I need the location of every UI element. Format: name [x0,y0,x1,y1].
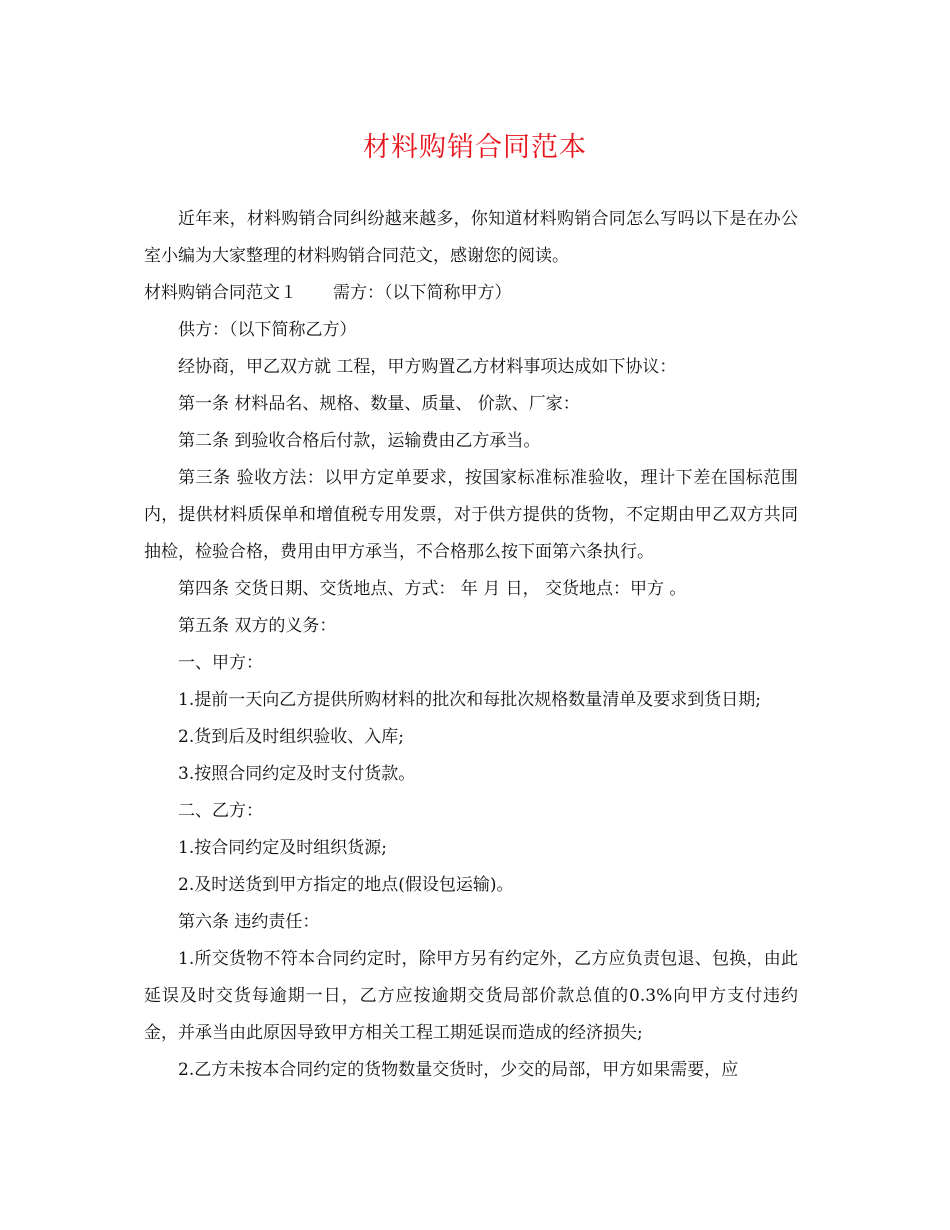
article-3: 第三条 验收方法：以甲方定单要求，按国家标准标准验收，理计下差在国标范围内，提供材料质保单和增值税专用发票，对于供方提供的货物，不定期由甲乙双方共同抽检，检验合格，费用由甲方承当，不合格那么按下面第六条执行。 [144,468,798,562]
buyer-line: 需方：（以下简称甲方） [333,283,512,303]
party-b-heading: 二、乙方： [178,801,263,821]
sample-heading-line [144,275,798,312]
party-b-item-2: 2.及时送货到甲方指定的地点(假设包运输)。 [178,875,514,895]
article-2: 第二条 到验收合格后付款，运输费由乙方承当。 [178,431,541,451]
intro-paragraph: 近年来，材料购销合同纠纷越来越多，你知道材料购销合同怎么写吗以下是在办公室小编为大家整理的材料购销合同范文，感谢您的阅读。 [144,209,798,266]
document-body [144,201,798,1089]
sample-label: 材料购销合同范文１ [144,283,297,303]
article-4: 第四条 交货日期、交货地点、方式： 年 月 日， 交货地点：甲方 。 [178,579,687,599]
party-a-item-2: 2.货到后及时组织验收、入库; [178,727,404,747]
seller-line: 供方：（以下简称乙方） [178,320,357,340]
party-b-item-1: 1.按合同约定及时组织货源; [178,838,387,858]
agreement-paragraph: 经协商，甲乙双方就 工程，甲方购置乙方材料事项达成如下协议： [178,357,677,377]
party-a-heading: 一、甲方： [178,653,263,673]
article-6: 第六条 违约责任： [178,912,320,932]
liability-item-2: 2.乙方未按本合同约定的货物数量交货时，少交的局部，甲方如果需要，应 [178,1060,739,1080]
article-5: 第五条 双方的义务： [178,616,337,636]
liability-item-1: 1.所交货物不符本合同约定时，除甲方另有约定外，乙方应负责包退、包换，由此延误及时交货每逾期一日，乙方应按逾期交货局部价款总值的0.3%向甲方支付违约金，并承当由此原因导致甲方相关工程工期延误而造成的经济损失; [144,949,798,1043]
party-a-item-3: 3.按照合同约定及时支付货款。 [178,764,416,784]
party-a-item-1: 1.提前一天向乙方提供所购材料的批次和每批次规格数量清单及要求到货日期; [178,690,761,710]
article-1: 第一条 材料品名、规格、数量、质量、 价款、厂家： [178,394,580,414]
document-title: 材料购销合同范本 [363,132,587,163]
